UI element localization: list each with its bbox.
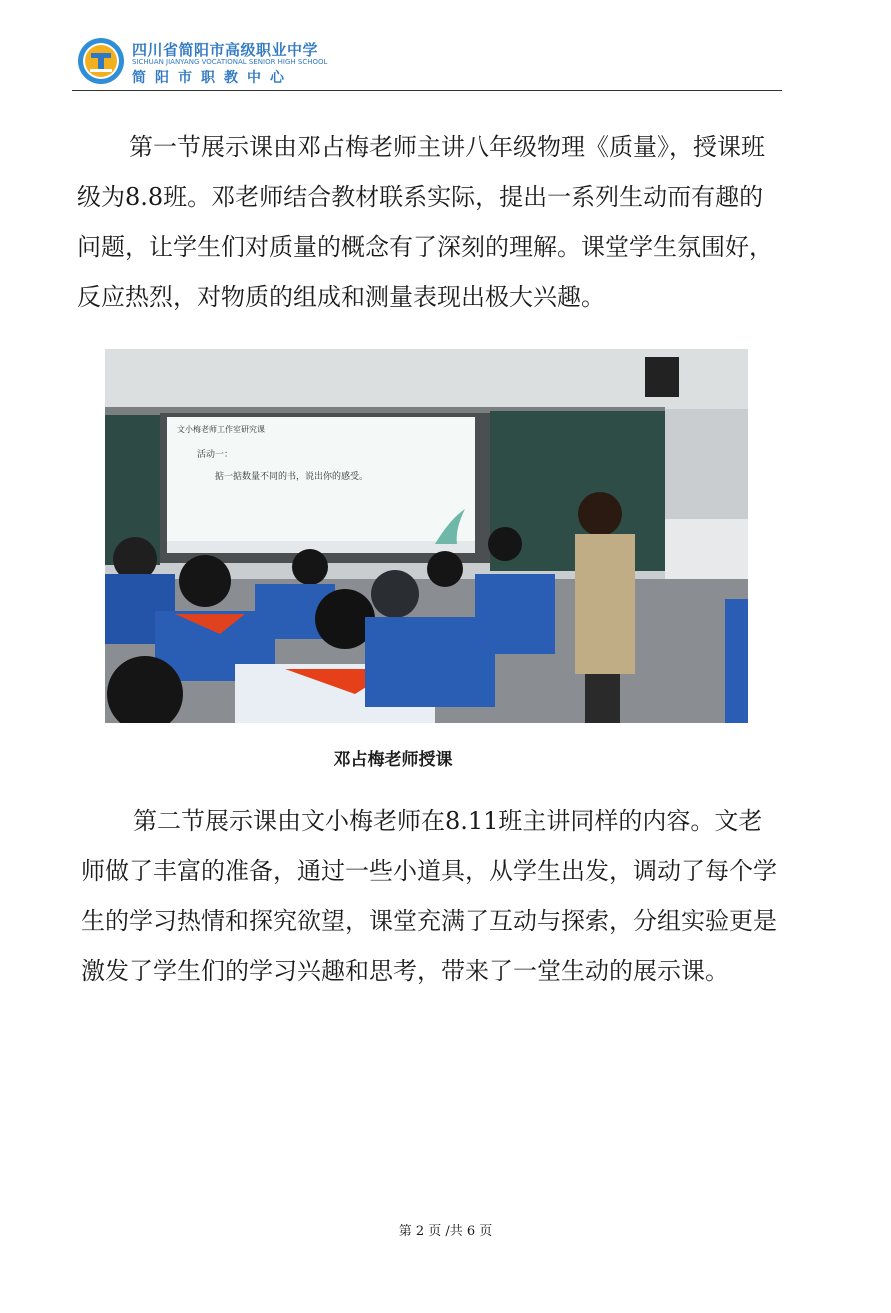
school-logo — [76, 36, 126, 86]
center-name: 简阳市职教中心 — [132, 70, 293, 86]
screen-title: 文小梅老师工作室研究课 — [177, 425, 265, 434]
page-number: 第 2 页 /共 6 页 — [398, 1224, 493, 1239]
page-header — [76, 36, 781, 90]
screen-activity: 活动一： — [197, 450, 234, 460]
school-name-english: SICHUAN JIANYANG VOCATIONAL SENIOR HIGH SCHOOL — [132, 58, 328, 66]
paragraph-text: 第二节展示课由文小梅老师在8.11班主讲同样的内容。文老师做了丰富的准备，通过一些小道具，从学生出发，调动了每个学生的学习热情和探究欲望，课堂充满了互动与探索，分组实验更是激发了学生们的学习兴趣和思考，带来了一堂生动的展示课。 — [81, 807, 777, 985]
screen-task: 掂一掂数量不同的书，说出你的感受。 — [215, 472, 369, 482]
school-name: 四川省简阳市高级职业中学 — [132, 41, 319, 59]
paragraph-first-lesson — [77, 122, 777, 322]
photo-caption: 邓占梅老师授课 — [333, 750, 453, 770]
paragraph-text: 第一节展示课由邓占梅老师主讲八年级物理《质量》，授课班级为8.8班。邓老师结合教材联系实际，提出一系列生动而有趣的问题，让学生们对质量的概念有了深刻的理解。课堂学生氛围好，反应热烈，对物质的组成和测量表现出极大兴趣。 — [77, 133, 773, 311]
header-divider — [72, 90, 782, 91]
classroom-photo — [105, 349, 748, 723]
paragraph-second-lesson — [81, 796, 781, 996]
